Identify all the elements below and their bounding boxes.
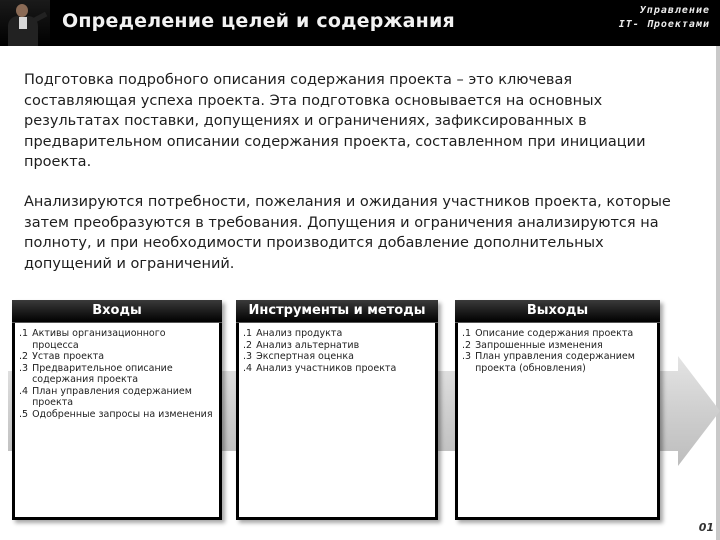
brand-logo [619,4,710,32]
item-text: План управления содержанием проекта (обновления) [475,351,635,374]
item-number: .2 [462,339,472,351]
list-item [462,351,653,374]
item-number: .3 [19,362,29,374]
item-text: Анализ участников проекта [256,362,397,374]
item-text: План управления содержанием проекта [32,385,192,408]
item-number: .1 [19,328,29,339]
list-item [19,409,215,421]
tools-box [236,300,438,520]
item-text: Анализ продукта [256,328,343,339]
item-number: .2 [19,351,29,362]
item-text: Активы организационного процесса [32,328,166,351]
list-item [243,328,431,340]
item-number: .3 [243,351,253,362]
presenter-photo [0,0,50,46]
list-item [19,328,215,351]
item-number: .5 [19,408,29,420]
item-text: Устав проекта [32,351,105,362]
list-item [19,386,215,409]
list-item [243,351,431,363]
presenter-arm [31,12,47,24]
item-text: Экспертная оценка [256,351,354,362]
inputs-box-title: Входы [12,300,222,323]
outputs-box-content [458,323,657,517]
item-number: .1 [243,328,253,339]
item-text: Предварительное описание содержания проекта [32,362,173,385]
inputs-box-content [15,323,219,517]
item-number: .4 [243,362,253,374]
item-number: .2 [243,339,253,351]
page-title: Определение целей и содержания [62,10,455,32]
item-number: .1 [462,328,472,339]
presenter-shirt [19,17,27,29]
brand-line-1: Управление [639,5,710,16]
outputs-box [455,300,660,520]
item-text: Одобренные запросы на изменения [32,408,213,420]
list-item [462,340,653,352]
presenter-head [16,4,28,17]
item-text: Запрошенные изменения [475,339,603,351]
list-item [243,340,431,352]
list-item [462,328,653,340]
paragraph-2: Анализируются потребности, пожелания и ожидания участников проекта, которые затем преобразуются в требования. Допущения и ограничения анализируются на полноту, и при необходимости производится добавление дополнительных допущений и ограничений. [24,194,671,272]
inputs-box [12,300,222,520]
page-number: 01 [698,521,714,534]
tools-box-content [239,323,435,517]
item-text: Анализ альтернатив [256,339,360,351]
tools-box-title: Инструменты и методы [236,300,438,323]
list-item [243,363,431,375]
slide-header [0,0,720,46]
item-number: .3 [462,351,472,362]
list-item [19,351,215,363]
item-text: Описание содержания проекта [475,328,634,339]
paragraph-1: Подготовка подробного описания содержания проекта – это ключевая составляющая успеха проекта. Эта подготовка основывается на основных результатах поставки, допущениях и ограничениях, зафиксированных в предварительном описании содержания проекта, составленном при инициации проекта. [24,72,646,170]
brand-line-2: IT- Проектами [618,19,710,30]
outputs-box-title: Выходы [455,300,660,323]
list-item [19,363,215,386]
item-number: .4 [19,385,29,397]
